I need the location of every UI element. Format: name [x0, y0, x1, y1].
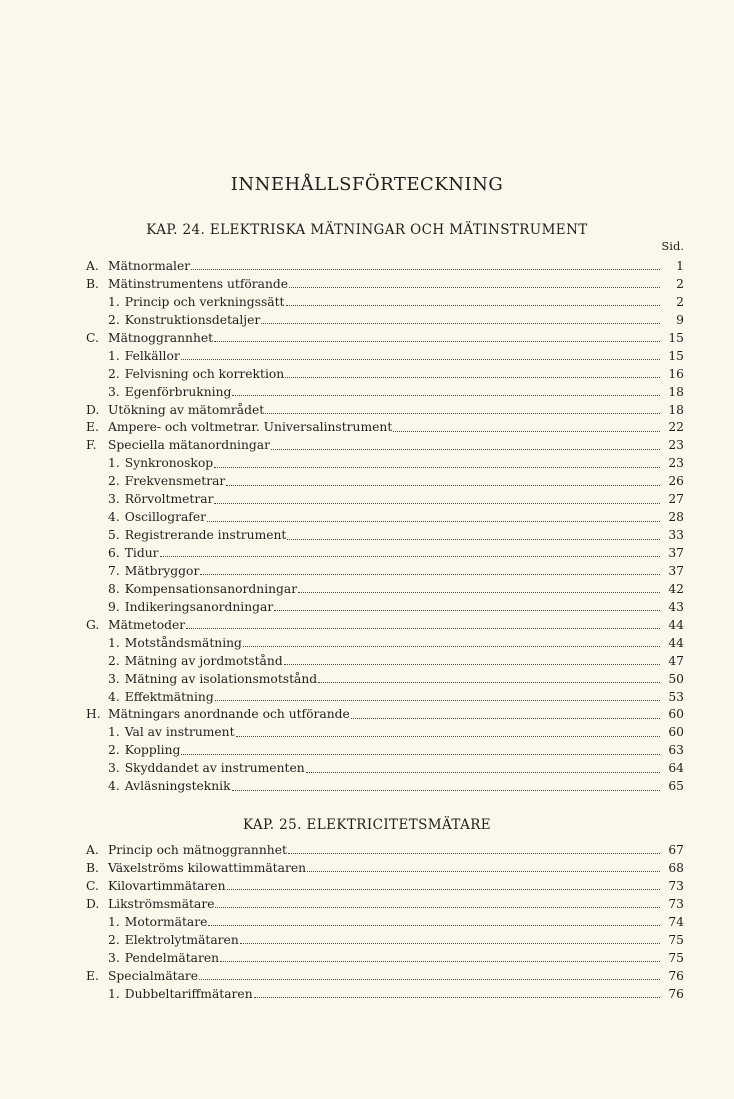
subsection-number: 2.	[108, 366, 120, 381]
subsection-number: 3.	[108, 671, 120, 686]
subsection-number: 3.	[108, 950, 120, 965]
page-number: 27	[668, 492, 684, 507]
entry-title: Felvisning och korrektion	[124, 366, 285, 381]
entry-title: Princip och verkningssätt	[124, 294, 285, 309]
toc-entry	[86, 348, 684, 366]
toc-entry	[86, 896, 684, 914]
dot-leader	[265, 413, 660, 414]
entry-title: Felkällor	[124, 348, 180, 363]
entry-title: Motståndsmätning	[124, 635, 242, 650]
page-number: 60	[668, 707, 684, 722]
subsection-number: 1.	[108, 456, 120, 471]
dot-leader	[393, 431, 660, 432]
page-number: 15	[668, 330, 684, 345]
entry-title: Egenförbrukning	[124, 384, 232, 399]
dot-leader	[181, 754, 660, 755]
subsection-number: 1.	[108, 348, 120, 363]
dot-leader	[254, 997, 660, 998]
chapter-24-entries	[86, 258, 684, 796]
section-letter: E.	[86, 968, 99, 983]
entry-title: Rörvoltmetrar	[124, 492, 214, 507]
toc-entry	[86, 842, 684, 860]
entry-title: Elektrolytmätaren	[124, 932, 239, 947]
dot-leader	[240, 943, 660, 944]
toc-entry	[86, 860, 684, 878]
chapter-25-heading: KAP. 25. ELEKTRICITETSMÄTARE	[242, 817, 492, 833]
entry-title: Tidur	[124, 546, 159, 560]
toc-entry	[86, 545, 684, 563]
toc-entry	[86, 419, 684, 437]
page-number: 75	[668, 932, 684, 947]
section-letter: C.	[86, 878, 99, 893]
dot-leader	[271, 449, 660, 450]
toc-entry	[86, 312, 684, 330]
page-number: 65	[668, 779, 684, 794]
subsection-number: 6.	[108, 546, 120, 560]
toc-entry	[86, 276, 684, 294]
dot-leader	[236, 736, 660, 737]
entry-title: Effektmätning	[124, 689, 214, 704]
page-number: 44	[668, 617, 684, 632]
page-number: 44	[668, 635, 684, 650]
dot-leader	[200, 574, 660, 575]
entry-title: Mätnoggrannhet	[108, 330, 214, 345]
toc-entry	[86, 330, 684, 348]
page-number: 2	[676, 276, 684, 291]
page-number: 23	[668, 438, 684, 453]
dot-leader	[160, 556, 660, 557]
toc-entry	[86, 635, 684, 653]
subsection-number: 2.	[108, 312, 120, 327]
section-letter: C.	[86, 330, 99, 345]
toc-entry	[86, 509, 684, 527]
subsection-number: 3.	[108, 492, 120, 507]
entry-title: Mätbryggor	[124, 563, 200, 578]
toc-entry	[86, 455, 684, 473]
toc-entry	[86, 950, 684, 968]
subsection-number: 9.	[108, 599, 120, 614]
dot-leader	[261, 323, 660, 324]
subsection-number: 8.	[108, 581, 120, 596]
page-number: 18	[668, 384, 684, 399]
toc-entry	[86, 914, 684, 932]
dot-leader	[287, 539, 660, 540]
section-letter: F.	[86, 438, 97, 453]
entry-title: Utökning av mätområdet	[108, 402, 265, 417]
subsection-number: 5.	[108, 528, 120, 543]
page-number: 16	[668, 366, 684, 381]
dot-leader	[215, 700, 660, 701]
subsection-number: 1.	[108, 986, 120, 1001]
page-number: 42	[668, 581, 684, 596]
page-number: 37	[668, 546, 684, 560]
dot-leader	[199, 979, 660, 980]
page-number: 67	[668, 843, 684, 857]
dot-leader	[243, 646, 660, 647]
subsection-number: 1.	[108, 294, 120, 309]
dot-leader	[274, 610, 660, 611]
chapter-24-heading: KAP. 24. ELEKTRISKA MÄTNINGAR OCH MÄTINSTRUMENT	[146, 222, 588, 238]
entry-title: Pendelmätaren	[124, 950, 220, 965]
subsection-number: 3.	[108, 761, 120, 776]
dot-leader	[207, 521, 660, 522]
entry-title: Indikeringsanordningar	[124, 599, 274, 614]
section-letter: A.	[86, 259, 99, 273]
entry-title: Registrerande instrument	[124, 528, 287, 543]
toc-entry	[86, 617, 684, 635]
entry-title: Speciella mätanordningar	[108, 438, 270, 453]
entry-title: Avläsningsteknik	[124, 779, 231, 794]
page-number: 23	[668, 456, 684, 471]
toc-entry	[86, 599, 684, 617]
dot-leader	[285, 377, 660, 378]
entry-title: Mätning av jordmotstånd	[124, 653, 283, 668]
subsection-number: 4.	[108, 689, 120, 704]
toc-entry	[86, 878, 684, 896]
dot-leader	[186, 628, 660, 629]
dot-leader	[208, 925, 660, 926]
subsection-number: 1.	[108, 914, 120, 929]
entry-title: Mätinstrumentens utförande	[108, 276, 289, 291]
dot-leader	[318, 682, 660, 683]
entry-title: Mätnormaler	[108, 259, 191, 273]
page-number: 43	[668, 599, 684, 614]
subsection-number: 7.	[108, 563, 120, 578]
subsection-number: 1.	[108, 635, 120, 650]
toc-entry	[86, 437, 684, 455]
section-letter: D.	[86, 402, 100, 417]
toc-entry	[86, 724, 684, 742]
page-number: 73	[668, 878, 684, 893]
page-number: 15	[668, 348, 684, 363]
subsection-number: 2.	[108, 474, 120, 489]
page-number: 76	[668, 968, 684, 983]
toc-entry	[86, 932, 684, 950]
toc-entry	[86, 258, 684, 276]
subsection-number: 1.	[108, 725, 120, 740]
dot-leader	[306, 772, 660, 773]
entry-title: Dubbeltariffmätaren	[124, 986, 253, 1001]
subsection-number: 4.	[108, 779, 120, 794]
dot-leader	[227, 889, 661, 890]
toc-entry	[86, 778, 684, 796]
toc-entry	[86, 563, 684, 581]
page-number: 47	[668, 653, 684, 668]
page-number: 37	[668, 563, 684, 578]
subsection-number: 4.	[108, 510, 120, 525]
toc-entry	[86, 294, 684, 312]
section-letter: G.	[86, 617, 100, 632]
toc-entry	[86, 581, 684, 599]
page-number: 64	[668, 761, 684, 776]
toc-entry	[86, 527, 684, 545]
toc-entry	[86, 689, 684, 707]
toc-entry	[86, 706, 684, 724]
dot-leader	[214, 341, 660, 342]
page-number: 28	[668, 510, 684, 525]
page-column-label: Sid.	[661, 239, 684, 253]
dot-leader	[232, 395, 660, 396]
toc-entry	[86, 491, 684, 509]
entry-title: Kompensationsanordningar	[124, 581, 298, 596]
entry-title: Motormätare	[124, 914, 208, 929]
toc-entry	[86, 742, 684, 760]
section-letter: D.	[86, 896, 100, 911]
page-number: 76	[668, 986, 684, 1001]
page-number: 18	[668, 402, 684, 417]
toc-entry	[86, 968, 684, 986]
dot-leader	[289, 287, 660, 288]
subsection-number: 2.	[108, 653, 120, 668]
dot-leader	[214, 503, 660, 504]
chapter-25-entries	[86, 842, 684, 1003]
subsection-number: 2.	[108, 743, 120, 758]
entry-title: Specialmätare	[108, 968, 199, 983]
entry-title: Likströmsmätare	[108, 896, 215, 911]
section-letter: H.	[86, 707, 101, 722]
page-number: 73	[668, 896, 684, 911]
subsection-number: 2.	[108, 932, 120, 947]
page-number: 1	[676, 259, 684, 273]
dot-leader	[226, 485, 660, 486]
dot-leader	[288, 853, 660, 854]
toc-entry	[86, 473, 684, 491]
toc-entry	[86, 402, 684, 420]
section-letter: B.	[86, 276, 99, 291]
page-number: 63	[668, 743, 684, 758]
toc-entry	[86, 653, 684, 671]
section-letter: B.	[86, 860, 99, 875]
dot-leader	[298, 592, 660, 593]
toc-entry	[86, 384, 684, 402]
entry-title: Synkronoskop	[124, 456, 214, 471]
dot-leader	[191, 269, 660, 270]
section-letter: A.	[86, 843, 99, 857]
section-letter: E.	[86, 420, 99, 435]
page-number: 68	[668, 860, 684, 875]
entry-title: Oscillografer	[124, 510, 207, 525]
page-number: 22	[668, 420, 684, 435]
page-number: 53	[668, 689, 684, 704]
toc-entry	[86, 671, 684, 689]
page-number: 74	[668, 914, 684, 929]
page-number: 60	[668, 725, 684, 740]
entry-title: Val av instrument	[124, 725, 235, 740]
dot-leader	[351, 718, 660, 719]
entry-title: Mätmetoder	[108, 617, 186, 632]
entry-title: Kilovartimmätaren	[108, 878, 226, 893]
page-number: 33	[668, 528, 684, 543]
entry-title: Princip och mätnoggrannhet	[108, 843, 287, 857]
page-number: 26	[668, 474, 684, 489]
toc-entry	[86, 986, 684, 1004]
page-number: 9	[676, 312, 684, 327]
entry-title: Mätningars anordnande och utförande	[108, 707, 350, 722]
toc-entry	[86, 366, 684, 384]
entry-title: Konstruktionsdetaljer	[124, 312, 261, 327]
entry-title: Koppling	[124, 743, 181, 758]
page-number: 2	[676, 294, 684, 309]
dot-leader	[284, 664, 660, 665]
page-title: INNEHÅLLSFÖRTECKNING	[230, 174, 504, 195]
page-number: 75	[668, 950, 684, 965]
dot-leader	[214, 467, 660, 468]
toc-entry	[86, 760, 684, 778]
dot-leader	[181, 359, 660, 360]
subsection-number: 3.	[108, 384, 120, 399]
entry-title: Ampere- och voltmetrar. Universalinstrument	[108, 420, 393, 435]
entry-title: Mätning av isolationsmotstånd	[124, 671, 318, 686]
entry-title: Växelströms kilowattimmätaren	[108, 860, 307, 875]
entry-title: Frekvensmetrar	[124, 474, 226, 489]
dot-leader	[220, 961, 660, 962]
entry-title: Skyddandet av instrumenten	[124, 761, 305, 776]
dot-leader	[215, 907, 660, 908]
dot-leader	[286, 305, 661, 306]
page-number: 50	[668, 671, 684, 686]
dot-leader	[307, 871, 660, 872]
dot-leader	[232, 790, 660, 791]
